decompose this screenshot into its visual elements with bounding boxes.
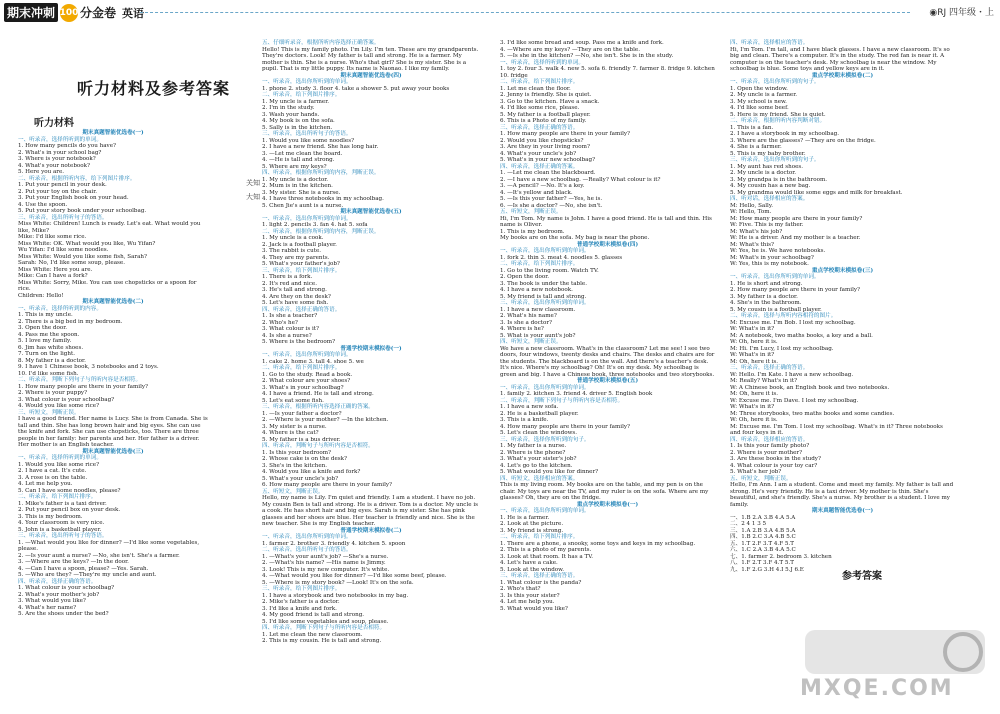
- listening-script-text: 1. toy 2. four 3. walk 4. new 5. sofa 6. friendly 7. farmer 8. fridge 9. kitchen 10. fridge: [500, 66, 717, 79]
- question-heading: 一、听录音，选出你所听到的单词。: [262, 79, 352, 85]
- listening-script-text: 1. This is a fan. 2. I have a storybook in my schoolbag. 3. Where are the glasses? —They are on the fridge. 4. She is a farmer. 5. This is my baby brother.: [730, 124, 876, 157]
- question-heading: 一、听录音，选择所听到的单词。: [500, 59, 584, 66]
- listening-script-text: M: Hello, Sally. W: Hello, Tom. M: How many people are there in your family? W: Five. This is my father. M: What's his job? W: He is a driver. And my mother is a teacher. M: What's this? W: Yes, he is. We have notebooks. M: What's in your schoolbag? W: Yes, this is my notebook.: [730, 202, 863, 267]
- question-heading: 一、听录音，选择所听到的单词。: [18, 455, 102, 461]
- question-heading: 三、听录音，选出所听句子的答语。: [262, 131, 352, 137]
- listening-script-text: 1. My uncle is a doctor. 2. Mum is in the kitchen. 3. My sister. She is a nurse. 4. I have three notebooks in my schoolbag. 5. Chen Jie's aunt is a nurse.: [262, 176, 384, 209]
- brand-number-badge: 100: [60, 4, 78, 22]
- listening-script-text: 1. There are a phone, a snooky, some toys and keys in my schoolbag. 2. This is a photo of my parents. 3. Look at that room. It has a TV. 4. Let's have a cake. 5. Look at the window.: [500, 540, 696, 573]
- listening-script-text: 1. Go to the living room. Watch TV. 2. Open the door. 3. The book is under the table. 4. I have a new notebook. 5. My friend is tall and strong.: [500, 267, 599, 300]
- stamp-mark-2: 大知: [246, 193, 260, 201]
- paper-section-heading: 普通学校期末模拟卷(二): [340, 527, 402, 534]
- question-heading: 一、听录音，选出你所听到的单词。: [262, 352, 352, 358]
- question-heading: 四、听短文，判断正误。: [500, 339, 562, 345]
- question-heading: 一、听录音，选出你所听到的单词。: [262, 215, 352, 222]
- question-heading: 一、听录音，选择所听到的内容。: [18, 305, 102, 312]
- paper-section-heading: 普通学校期末模拟卷(一): [340, 345, 402, 352]
- listening-script-text: Hello, I'm Ann. I am a student. Come and meet my family. My father is tall and strong. He's very friendly. He is a taxi driver. My mother is thin. She's beautiful, and she's friendly. She's a nurse. My brother is a student. I love my family.: [730, 482, 956, 508]
- text-column-1: [18, 130, 208, 618]
- paper-section-heading: 重点学校期末模拟卷(一): [576, 501, 639, 508]
- listening-script-text: 1. This is my uncle. 2. There is a big bed in my bedroom. 3. Open the door. 4. Pass me the spoon. 5. I love my family. 6. Jim has white shoes. 7. Turn on the light. 8. My father is a doctor. 9. I have 1 Chinese book, 3 notebooks and 2 toys. 10. I'd like some fish.: [18, 312, 159, 377]
- question-heading: 四、听录音，根据你所听到的内容，判断正误。: [262, 170, 380, 176]
- question-heading: 一、听录音，选出你所听到的单词。: [500, 508, 590, 514]
- question-heading: 二、听录音，选出所听句子的答语。: [262, 547, 352, 553]
- listening-script-text: 1. Is this your bedroom? 2. Whose cake is on the desk? 3. She's in the kitchen. 4. Would you like a knife and fork? 5. What's your uncle's job? 6. How many people are there in your family?: [262, 449, 393, 488]
- listening-script-text: 1. fork 2. thin 3. meat 4. noodles 5. glasses: [500, 254, 623, 261]
- question-heading: 五、听短文，判断正误。: [730, 475, 792, 482]
- question-heading: 三、听录音，选出你所听到的句子。: [730, 157, 820, 163]
- question-heading: 四、听录音，选择正确的答语。: [18, 578, 97, 585]
- question-heading: 一、听录音，选出你所听到的句子。: [730, 79, 820, 85]
- listening-script-text: 1. light 2. pencils 3. fan 4. hat 5. sofa: [262, 222, 368, 228]
- question-heading: 二、听录音，判断下列句子与所听内容是否相符。: [18, 377, 142, 383]
- question-heading: 一、听录音，选择所听到的单词。: [18, 136, 102, 143]
- question-heading: 三、听录音，根据所听内容选择正确的答案。: [262, 404, 374, 410]
- listening-script-text: M: Excuse me. I'm Bob. I lost my schoolbag. W: What's in it? M: A notebook, two maths books, a key and a ball. W: Oh, here it is. M: Hi. I'm Lucy, I lost my schoolbag. W: What's in it? M: Oh, here it is.: [730, 319, 873, 365]
- question-heading: 二、听录音，给下列图片排序。: [262, 365, 341, 371]
- question-heading: 三、听录音，选择正确的答语。: [500, 124, 579, 131]
- listening-script-text: 1. —What would you like for dinner? —I'd like some vegetables, please. 2. —Is your aunt a nurse? —No, she isn't. She's a farmer. 3. —Where are the keys? —In the door. 4. —Can I have a spoon, please? —Yes. Sarah. 5. —Who are they? —They're my uncle and aunt.: [18, 539, 200, 578]
- listening-script-text: 1. What colour is the panda? 2. Who's that? 3. Is this your sister? 4. Let me help you. 5. What would you like?: [500, 579, 582, 612]
- listening-script-text: 1. Mike's father is a taxi driver. 2. Put your pencil box on your desk. 3. This is my bedroom. 4. Your classroom is very nice. 5. John is a basketball player.: [18, 500, 121, 533]
- listening-script-text: 1. Would you like some noodles? 2. I have a new friend. She has long hair. 3. —Let me clean the board. 4. —He is tall and strong. 5. Where are my keys?: [262, 137, 379, 170]
- listening-script-text: I have a good friend. Her name is Lucy. She is from Canada. She is tall and thin. She has long brown hair and big eyes. She can use the knife and fork. She can use chopsticks, too. There are three people in her family: her parents and her. Her father is a driver. Her mother is an English teacher.: [18, 416, 210, 448]
- paper-section-heading: 期末真题智能优选卷(三): [82, 448, 144, 455]
- question-heading: 二、听录音，给下列图片排序。: [18, 494, 97, 500]
- question-heading: 二、听录音，根据你所听到的内容，判断正误。: [262, 228, 380, 235]
- question-heading: 四、听短文，选择相应的答案。: [500, 475, 579, 482]
- stamp-mark-1: 关知: [246, 179, 260, 187]
- paper-section-heading: 期末真题智能优选卷(一): [82, 130, 144, 136]
- listening-script-text: We have a new classroom. What's in the classroom? Let me see! I see two doors, four windows, twenty desks and chairs. The desks and chairs are for the students. The blackboard is on the wall. And there's a teacher's desk. It's nice. Where's my schoolbag? Oh! It's on my desk. My schoolbag is green and big. I have a Chinese book, three notebooks and two storybooks.: [500, 345, 717, 378]
- question-heading: 三、听录音，选择正确的答语。: [730, 365, 809, 371]
- text-column-4: [730, 40, 955, 573]
- listening-script-text: 1. He is a farmer. 2. Look at the picture. 3. My friend is strong.: [500, 514, 564, 534]
- paper-section-heading: 期末真题智能优选卷(五): [340, 209, 402, 215]
- listening-script-text: Miss White: Children! Lunch is ready. Let's eat. What would you like, Mike? Mike: I'd like some rice. Miss White: OK. What would you like, Wu Yifan? Wu Yifan: I'd like some noodles. Miss White: Would you like some fish, Sarah? Sarah: No, I'd like some soup, please. Miss White: Here you are. Mike: Can I have a fork? Miss White: Sorry, Mike. You can use chopsticks or a spoon for rice. Children: Hello!: [18, 221, 201, 299]
- listening-script-text: 1. My aunt has red shoes. 2. My uncle is a doctor. 3. My grandpa is in the bathroom. 4. My cousin has a new bag. 5. My grandma would like some eggs and milk for breakfast.: [730, 163, 903, 196]
- question-heading: 三、听录音，给下列图片排序。: [262, 586, 341, 592]
- listening-script-text: 1. Is she a teacher? 2. Who's he? 3. What colour is it? 4. Is she a nurse? 5. Where is the bedroom?: [262, 313, 336, 345]
- paper-section-heading: 期末真题智能优选卷(二): [82, 299, 144, 305]
- listening-script-text: 1. Go to the study. Read a book. 2. What colour are your shoes? 3. What's in your schoolbag? 4. I have a friend. He is tall and strong. 5. Let's eat some fish.: [262, 371, 374, 404]
- question-heading: 二、听录音，判断下列句子与所听内容是否相符。: [500, 397, 624, 404]
- subject-label: 英语: [122, 6, 145, 20]
- listening-section-title: 听力材料: [34, 118, 74, 129]
- paper-section-heading: 普通学校期末模拟卷(四): [576, 241, 639, 248]
- page-header: [0, 0, 1000, 26]
- listening-script-text: 1. Put your pencil in your desk. 2. Put your toy on the chair. 3. Put your English book on your head. 4. Use the spoon. 5. Put your story book under your schoolbag.: [18, 182, 147, 214]
- listening-script-text: This is my living room. My books are on the table, and my pen is on the chair. My toys are near the TV, and my ruler is on the sofa. Where are my glasses? Oh, they are on the fridge.: [500, 482, 711, 501]
- header-divider: [140, 12, 910, 13]
- listening-script-text: 1. How many people are there in your family? 2. Would you like chopsticks? 3. Are they in your living room? 4. What's your uncle's job? 5. What's in your new schoolbag?: [500, 131, 631, 163]
- text-column-3: [500, 40, 715, 612]
- question-heading: 二、听录音，给下列图片排序。: [500, 261, 579, 267]
- listening-script-text: 1. I have a new classroom. 2. What's his name? 3. Is she a doctor? 4. Where is he? 5. What is your aunt's job?: [500, 306, 576, 339]
- listening-script-text: 1. —Is your father a doctor? 2. —Where is your mother? —In the kitchen. 3. My sister is a nurse. 4. Where is the cat? 5. My father is a bus driver.: [262, 410, 389, 443]
- question-heading: 三、听录音，选择你所听到的句子。: [500, 436, 590, 443]
- question-heading: 五、仔细听录音，根据所听内容选择正确答案。: [262, 40, 380, 46]
- listening-script-text: 1. —What's your aunt's job? —She's a nurse. 2. —What's his name? —His name is Jimmy. 3. Look! This is my new computer. It's white. 4. —What would you like for dinner? —I'd like some beef, please. 5. —Where is my story book? —Look! It's on the sofa.: [262, 553, 447, 586]
- listening-script-text: 1. How many people are there in your family? 2. Where is your puppy? 3. What colour is your schoolbag? 4. Would you like some rice?: [18, 383, 149, 409]
- edition-label: ◉RJ 四年级・上: [929, 8, 994, 18]
- paper-section-heading: 期末真题智能优选卷(四): [340, 72, 402, 79]
- question-heading: 四、听录音，判断下列句子与所听内容是否相符。: [262, 625, 386, 631]
- question-heading: 四、听录音，选择正确的答语。: [262, 306, 341, 313]
- listening-script-text: 1. How many pencils do you have? 2. What's in your school bag? 3. Where is your notebook? 4. What's your notebook? 5. Here you are.: [18, 143, 117, 175]
- question-heading: 二、听录音，给下列图片排序。: [500, 79, 579, 85]
- question-heading: 一、听录音，选出你所听到的单词。: [730, 274, 820, 280]
- listening-script-text: 1. Open the window. 2. My uncle is a farmer. 3. My school is new. 4. I'd like some beef. 5. Here is my friend. She is quiet.: [730, 85, 826, 118]
- paper-section-heading: 期末真题智能优选卷(一): [811, 508, 874, 514]
- question-heading: 四、听录音，判断句子与所听内容是否相符。: [262, 443, 374, 449]
- listening-script-text: 1. Let me clean the new classroom. 2. This is my cousin. He is tall and strong.: [262, 631, 382, 644]
- listening-script-text: 一、1.B 2.A 3.B 4.A 5.A 二、2 4 1 3 5 三、1.A 2.B 3.A 4.B 5.A 四、1.B 2.C 3.A 4.B 5.C 五、1.T 2.F 3.T 4.F 5.T 六、1.C 2.A 3.B 4.A 5.C 七、1. farmer 2. bedroom 3. kitchen 八、1.F 2.T 3.F 4.T 5.T 九、1.F 2.G 3.H 4.I 5.J 6.E: [730, 514, 832, 573]
- listening-script-text: 1. cake 2. home 3. tall 4. shoe 5. we: [262, 358, 364, 365]
- question-heading: 二、听录音，给下列图片排序。: [262, 92, 341, 98]
- listening-script-text: 1. He is short and strong. 2. How many people are there in your family? 3. My father is a doctor. 4. She's in the bathroom. 5. My cousin is a football player.: [730, 280, 861, 313]
- question-heading: 一、听录音，选出你所听到的单词。: [262, 534, 352, 540]
- question-heading: 三、听录音，给下列图片排序。: [262, 267, 341, 274]
- listening-script-text: 1. —Let me clean the blackboard. 2. —I have a new schoolbag. —Really? What colour is it? 3. —A pencil? —No. It's a key. 4. —It's yellow and black. 5. —Is this your father? —Yes, he is. 6. —Is she a doctor? —No, she isn't.: [500, 170, 661, 209]
- question-heading: 四、听录音，选择正确的答案。: [500, 163, 579, 170]
- question-heading: 三、听录音，选出所听句子的答语。: [18, 214, 108, 221]
- text-column-2: [262, 40, 480, 645]
- listening-script-text: 1. I have a storybook and two notebooks in my bag. 2. Mike's father is a doctor. 3. I'd like a knife and fork. 4. My good friend is tall and strong. 5. I'd like some vegetables and soup, please.: [262, 592, 409, 625]
- paper-section-heading: 重点学校期末模拟卷(三): [811, 267, 874, 274]
- question-heading: 二、听录音，根据所听内容，给下列图片排序。: [18, 175, 136, 182]
- listening-script-text: 1. Let me clean the floor. 2. Jenny is friendly. She is quiet. 3. Go to the kitchen. Have a snack. 4. I'd like some rice, please. 5. My father is a football player. 6. This is a Photo of my family.: [500, 85, 600, 124]
- listening-script-text: 1. My uncle is a farmer. 2. I'm in the study. 3. Wash your hands. 4. My book is on the sofa. 5. Sally is in the kitchen.: [262, 98, 335, 131]
- question-heading: 三、听录音，选择正确的答语。: [500, 573, 579, 579]
- question-heading: 二、听录音，根据所听内容判断对错。: [730, 118, 826, 124]
- listening-script-text: 1. Is this your family photo? 2. Where is your mother? 3. Are these books in the study? 4. What colour is your toy car? 5. What's her job?: [730, 443, 821, 475]
- series-brand: [4, 3, 144, 22]
- listening-script-text: 3. I'd like some bread and soup. Pass me a knife and fork. 4. —Where are my keys? —They are on the table. 5. —Is she in the kitchen? —No, she isn't. She is in the study.: [500, 40, 674, 59]
- question-heading: 三、听录音，选出所听句子的答语。: [18, 533, 108, 539]
- listening-script-text: 1. There is a fork. 2. It's red and nice. 3. He's tall and strong. 4. Are they on the desk? 5. Let's have some fish.: [262, 274, 331, 306]
- listening-script-text: 1. My uncle is a cook. 2. Jack is a football player. 3. The rabbit is cute. 4. They are my parents. 5. What's your father's job?: [262, 235, 340, 267]
- watermark-text: MXQE.COM: [800, 676, 954, 701]
- listening-script-text: 1. farmer 2. brother 3. friendly 4. kitchen 5. spoon: [262, 540, 406, 547]
- question-heading: 三、听短文，判断正误。: [18, 409, 80, 416]
- question-heading: 一、听录音，选出你所听到的单词。: [500, 248, 590, 254]
- listening-script-text: Hello, my name is Lily. I'm quiet and friendly. I am a student. I have no job. My cousin Ben is tall and strong. He is a driver. Tom is a doctor. My uncle is a cook. He has short hair and big eyes. Sarah is my sister. She has pink glasses and her shoes are blue. Her teacher is friendly and nice. She is the new teacher. She is my English teacher.: [262, 495, 480, 527]
- listening-script-text: Hi, I'm Tom. My name is John. I have a good friend. He is tall and thin. His name is Oliver. 1. This is my bedroom. My books are on the sofa. My bag is near the phone.: [500, 215, 712, 241]
- question-heading: 二、听录音，选择与所听内容相符的图片。: [730, 313, 837, 319]
- listening-script-text: 1. Would you like some rice? 2. I have a cat. It's cute. 3. A rose is on the table. 4. Let me help you. 5. Can I have some noodles, please?: [18, 461, 121, 494]
- listening-script-text: Hello! This is my family photo. I'm Lily. I'm ten. These are my grandparents. They're doctors. Look! My father is tall and strong. He is a farmer. My mother is thin. She is a nurse. Who's that girl? She is my sister. She is a pupil. That is my little puppy. Its name is Naonao. I like my family.: [262, 46, 481, 72]
- question-heading: 五、听短文，判断正误。: [262, 488, 324, 495]
- paper-section-heading: 普通学校期末模拟卷(五): [576, 378, 639, 384]
- listening-script-text: 1. family 2. kitchen 3. friend 4. driver 5. English book: [500, 391, 653, 397]
- question-heading: 五、听短文，判断正误。: [500, 209, 562, 215]
- listening-script-text: W: Hello. I'm Kate. I have a new schoolbag. M: Really? What's in it? W: A Chinese book, an English book and two notebooks. M: Oh, here it is. W: Excuse me. I'm Dave. I lost my schoolbag. W: What's in it? M: Three storybooks, two maths books and some candies. W: Oh, here it is. M: Excuse me. I'm Tom. I lost my schoolbag. What's in it? Three notebooks and four keys in it.: [730, 371, 943, 436]
- brand-label-1: 期末冲刺: [4, 3, 58, 22]
- listening-script-text: 1. What colour is your schoolbag? 2. What's your mother's job? 3. What would you like? 4. What's her name? 5. Are the shoes under the bed?: [18, 585, 115, 617]
- listening-script-text: 1. phone 2. study 3. floor 4. take a shower 5. put away your books: [262, 85, 450, 92]
- question-heading: 四、听录音，选择相应的答语。: [730, 40, 809, 46]
- paper-section-heading: 重点学校期末模拟卷(二): [811, 72, 874, 79]
- listening-script-text: Hi, I'm Tom. I'm tall, and I have black glasses. I have a new classroom. It's so big and clean. There's a computer. It's in the study. The red fan is near it. A computer is on the teacher's desk. My schoolbag is near the window. My schoolbag is blue. Some toys and yellow keys are in it.: [730, 46, 952, 72]
- question-heading: 三、听录音，选出你所听到的单词。: [500, 300, 590, 306]
- brand-label-2: 分金卷: [80, 6, 117, 20]
- question-heading: 四、听录音，选择相应的答语。: [730, 436, 809, 443]
- question-heading: 一、听录音，选出你所听到的单词。: [500, 384, 590, 391]
- listening-script-text: 1. I have a new sofa. 2. He is a basketball player. 3. This is a knife. 4. How many people are there in your family? 5. Let's clean the windows.: [500, 404, 631, 436]
- page-title: 听力材料及参考答案: [77, 79, 231, 98]
- answers-section-title: 参考答案: [842, 571, 882, 582]
- question-heading: 四、听对话，选择相应的答案。: [730, 196, 809, 202]
- listening-script-text: 1. My father is a nurse. 2. Where is the phone? 3. What's your sister's job? 4. Let's go to the kitchen. 5. What would you like for dinner?: [500, 443, 599, 475]
- question-heading: 二、听录音，给下列图片排序。: [500, 534, 579, 540]
